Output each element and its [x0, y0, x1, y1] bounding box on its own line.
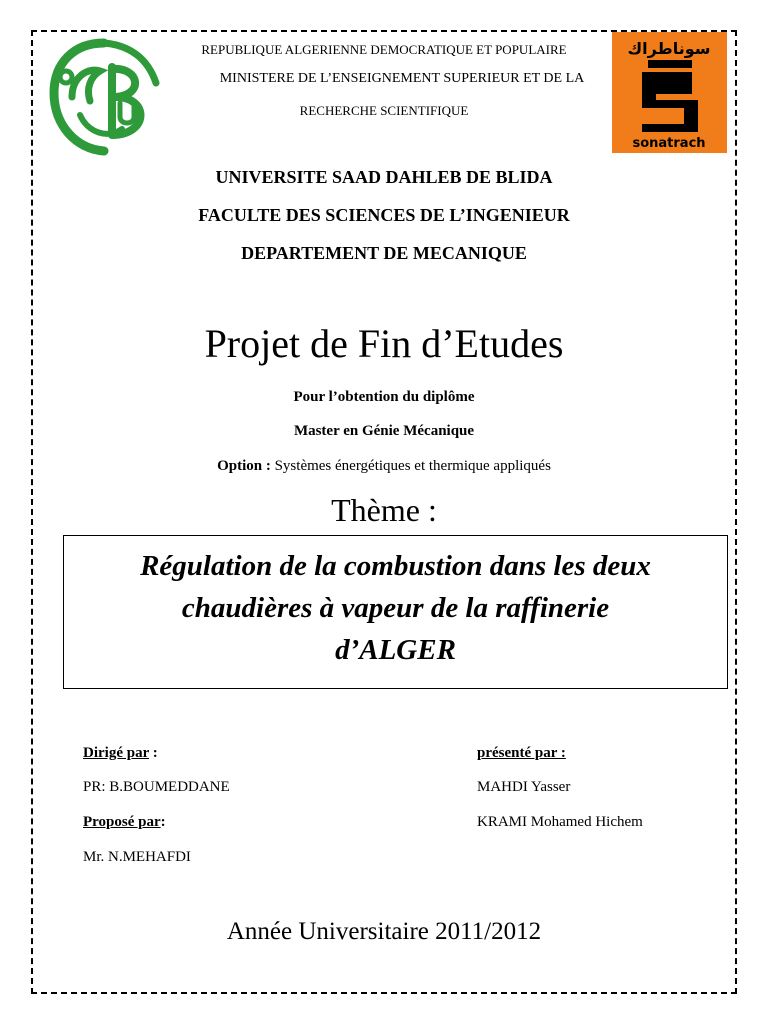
- proposer-label: Proposé par: [83, 814, 161, 830]
- academic-year: Année Universitaire 2011/2012: [226, 918, 542, 945]
- svg-text:سوناطراك: سوناطراك: [627, 39, 711, 58]
- university-name: UNIVERSITE SAAD DAHLEB DE BLIDA: [215, 167, 553, 187]
- proposer-name: Mr. N.MEHAFDI: [83, 849, 191, 865]
- option-value: Systèmes énergétiques et thermique appliqués: [270, 458, 551, 474]
- presenter-label: présenté par :: [477, 745, 566, 761]
- supervisor-heading: [83, 745, 158, 762]
- svg-text:sonatrach: sonatrach: [632, 136, 706, 151]
- diploma-master: Master en Génie Mécanique: [293, 423, 475, 439]
- diploma-option: [0, 458, 768, 475]
- diploma-obtention: Pour l’obtention du diplôme: [293, 389, 475, 405]
- department-name: DEPARTEMENT DE MECANIQUE: [241, 243, 527, 263]
- presenter-heading: [477, 745, 566, 762]
- option-label: Option :: [217, 458, 271, 474]
- theme-label: Thème :: [331, 492, 437, 528]
- proposer-colon: :: [160, 814, 166, 830]
- proposer-heading: [83, 814, 166, 831]
- theme-line-2: chaudières à vapeur de la raffinerie: [181, 592, 610, 624]
- ministry-line-1: MINISTERE DE L’ENSEIGNEMENT SUPERIEUR ET DE LA: [219, 71, 585, 86]
- student-2: KRAMI Mohamed Hichem: [477, 814, 643, 830]
- theme-line-3: d’ALGER: [335, 634, 456, 666]
- student-1: MAHDI Yasser: [477, 779, 571, 795]
- theme-line-1: Régulation de la combustion dans les deux: [140, 550, 651, 582]
- supervisor-name: PR: B.BOUMEDDANE: [83, 779, 230, 795]
- supervisor-colon: :: [148, 745, 158, 761]
- ministry-line-2: RECHERCHE SCIENTIFIQUE: [299, 103, 469, 118]
- republic-line: REPUBLIQUE ALGERIENNE DEMOCRATIQUE ET POPULAIRE: [201, 42, 567, 57]
- document-title: Projet de Fin d’Etudes: [204, 321, 564, 366]
- supervisor-label: Dirigé par: [83, 745, 149, 761]
- faculty-name: FACULTE DES SCIENCES DE L’INGENIEUR: [198, 205, 570, 225]
